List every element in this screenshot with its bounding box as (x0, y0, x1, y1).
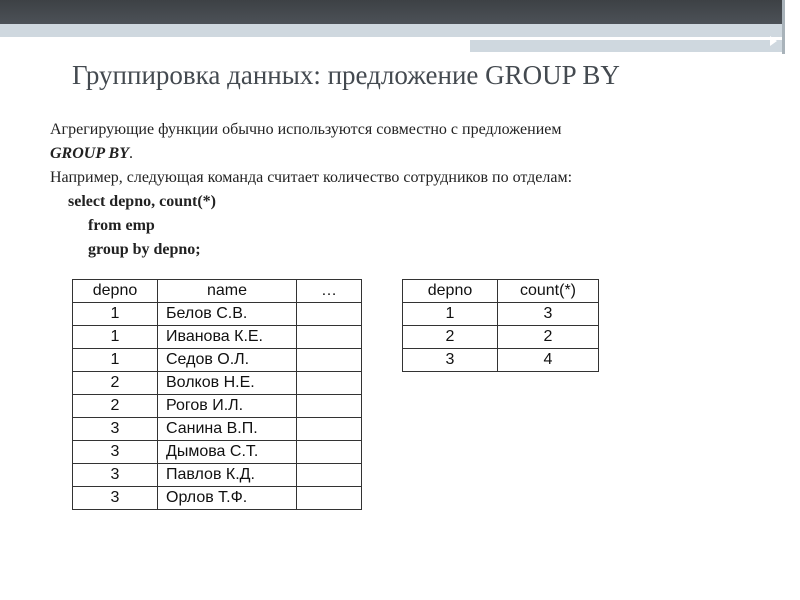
cell-depno: 3 (73, 487, 158, 510)
table-row (73, 395, 362, 418)
table-row (73, 418, 362, 441)
cell-depno: 1 (73, 349, 158, 372)
code-line-select: select depno, count(*) (68, 193, 216, 210)
result-table-header (403, 280, 599, 303)
cell-count: 2 (498, 326, 599, 349)
top-decor-bar (0, 0, 782, 24)
body-line-2 (50, 142, 750, 166)
code-line-groupby: group by depno; (88, 241, 201, 258)
cell-count: 4 (498, 349, 599, 372)
cell-name: Рогов И.Л. (158, 395, 297, 418)
table-row (73, 487, 362, 510)
cell-depno: 2 (73, 395, 158, 418)
cell-empty (297, 372, 362, 395)
cell-depno: 2 (73, 372, 158, 395)
cell-depno: 3 (73, 418, 158, 441)
cell-name: Иванова К.Е. (158, 326, 297, 349)
body-line-3: Например, следующая команда считает количество сотрудников по отделам: (50, 169, 573, 186)
table-row (403, 326, 599, 349)
slide-title: Группировка данных: предложение GROUP BY (72, 60, 620, 90)
decor-divider (782, 0, 785, 54)
table-row (73, 464, 362, 487)
corner-arrow-icon (770, 36, 777, 46)
body-line-1: Агрегирующие функции обычно используются совместно с предложением (50, 121, 562, 138)
cell-depno: 2 (403, 326, 498, 349)
cell-empty (297, 418, 362, 441)
top-decor-band-short (470, 40, 782, 52)
cell-depno: 1 (403, 303, 498, 326)
top-decor-band (0, 24, 782, 37)
cell-name: Белов С.В. (158, 303, 297, 326)
cell-depno: 1 (73, 303, 158, 326)
table-row (73, 441, 362, 464)
cell-name: Волков Н.Е. (158, 372, 297, 395)
cell-empty (297, 395, 362, 418)
header-depno: depno (403, 280, 498, 303)
table-row (73, 372, 362, 395)
table-row (73, 303, 362, 326)
header-count: count(*) (498, 280, 599, 303)
header-name: name (158, 280, 297, 303)
cell-depno: 3 (403, 349, 498, 372)
table-row (73, 349, 362, 372)
cell-name: Дымова С.Т. (158, 441, 297, 464)
cell-depno: 3 (73, 464, 158, 487)
emp-table (72, 279, 362, 510)
group-by-keyword: GROUP BY (50, 145, 129, 162)
slide-body (50, 118, 750, 190)
cell-empty (297, 464, 362, 487)
cell-depno: 1 (73, 326, 158, 349)
result-table (402, 279, 599, 372)
cell-name: Седов О.Л. (158, 349, 297, 372)
period: . (128, 145, 133, 162)
cell-empty (297, 326, 362, 349)
table-row (73, 326, 362, 349)
header-depno: depno (73, 280, 158, 303)
cell-count: 3 (498, 303, 599, 326)
cell-empty (297, 487, 362, 510)
cell-empty (297, 303, 362, 326)
cell-depno: 3 (73, 441, 158, 464)
cell-name: Санина В.П. (158, 418, 297, 441)
emp-table-header (73, 280, 362, 303)
cell-empty (297, 441, 362, 464)
code-line-from: from emp (88, 217, 155, 234)
header-more: … (297, 280, 362, 303)
table-row (403, 349, 599, 372)
cell-name: Павлов К.Д. (158, 464, 297, 487)
sql-code-block (68, 190, 216, 262)
cell-empty (297, 349, 362, 372)
table-row (403, 303, 599, 326)
cell-name: Орлов Т.Ф. (158, 487, 297, 510)
